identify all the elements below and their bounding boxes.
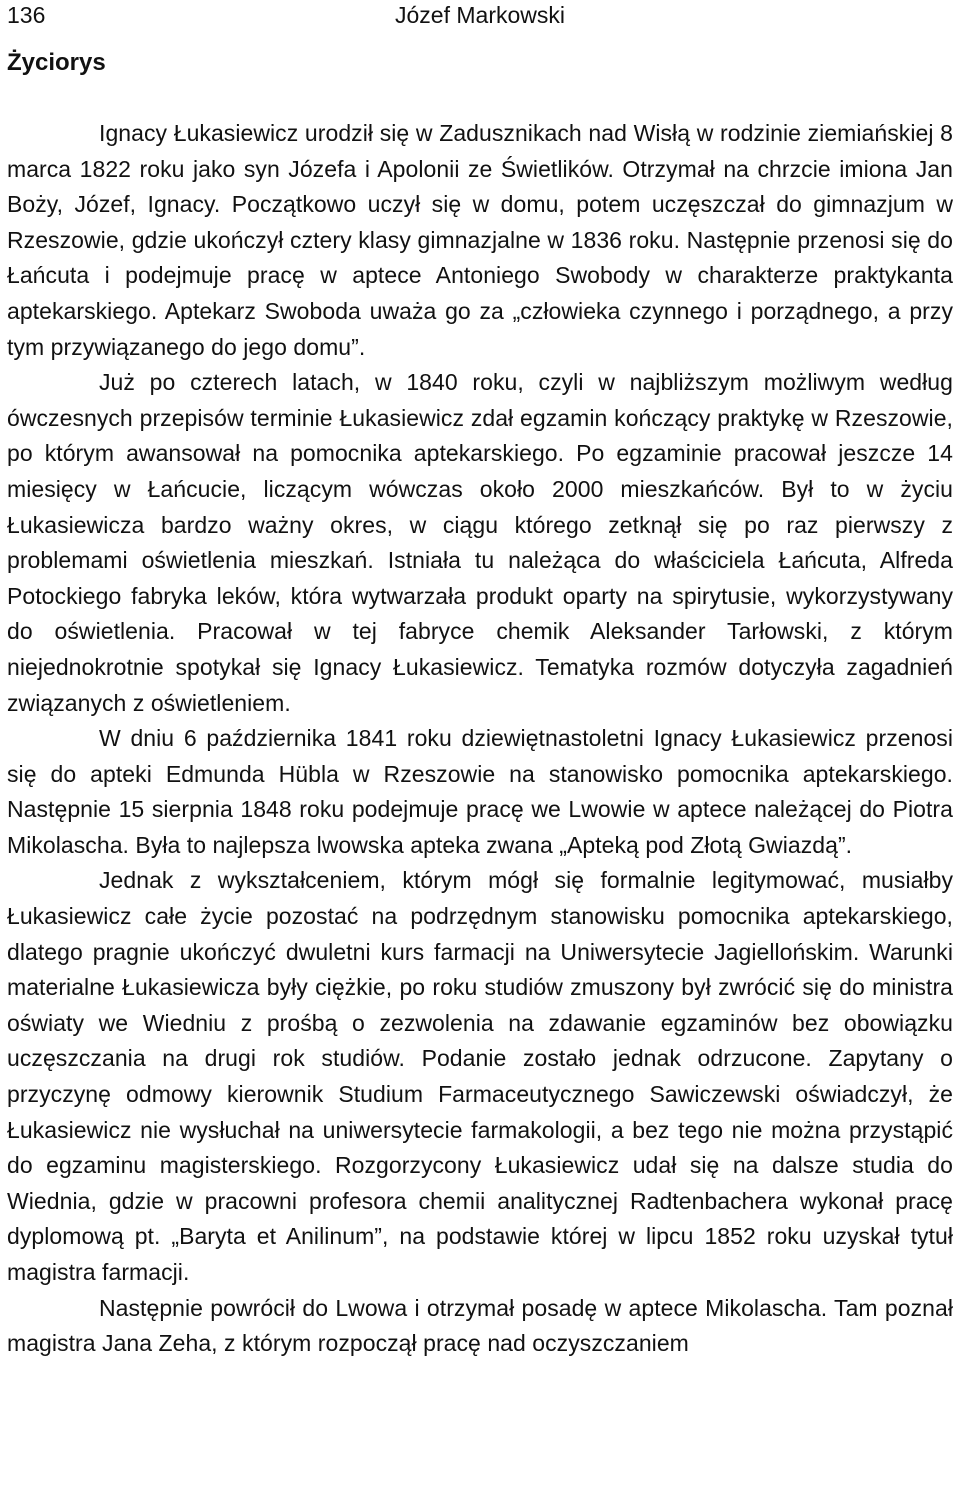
paragraph: W dniu 6 października 1841 roku dziewiętnastoletni Ignacy Łukasiewicz przenosi się do apteki Edmunda Hübla w Rzeszowie na stanowisko pomocnika aptekarskiego. Następnie 15 sierpnia 1848 roku podejmuje pracę we Lwowie w aptece należącej do Piotra Mikolascha. Była to najlepsza lwowska apteka zwana „Apteką pod Złotą Gwiazdą”.	[7, 725, 953, 858]
body-text	[7, 116, 953, 1362]
paragraph: Jednak z wykształceniem, którym mógł się formalnie legitymować, musiałby Łukasiewicz całe życie pozostać na podrzędnym stanowisku pomocnika aptekarskiego, dlatego pragnie ukończyć dwuletni kurs farmacji na Uniwersytecie Jagiellońskim. Warunki materialne Łukasiewicza były ciężkie, po roku studiów zmuszony był zwrócić się do ministra oświaty we Wiedniu z prośbą o zezwolenia na zdawanie egzaminów bez obowiązku uczęszczania na drugi rok studiów. Podanie zostało jednak odrzucone. Zapytany o przyczynę odmowy kierownik Studium Farmaceutycznego Sawiczewski oświadczył, że Łukasiewicz nie wysłuchał na uniwersytecie farmakologii, a bez tego nie można przystąpić do egzaminu magisterskiego. Rozgorzycony Łukasiewicz udał się na dalsze studia do Wiednia, gdzie w pracowni profesora chemii analitycznej Radtenbachera wykonał pracę dyplomową pt. „Baryta et Anilinum”, na podstawie której w lipcu 1852 roku uzyskał tytuł magistra farmacji.	[7, 867, 953, 1285]
section-heading: Życiorys	[7, 49, 106, 76]
running-title: Józef Markowski	[395, 2, 565, 28]
page-number: 136	[7, 2, 46, 28]
running-header	[7, 0, 953, 30]
paragraph: Już po czterech latach, w 1840 roku, czyli w najbliższym możliwym według ówczesnych przepisów terminie Łukasiewicz zdał egzamin kończący praktykę w Rzeszowie, po którym awansował na pomocnika aptekarskiego. Po egzaminie pracował jeszcze 14 miesięcy w Łańcucie, liczącym wówczas około 2000 mieszkańców. Był to w życiu Łukasiewicza bardzo ważny okres, w ciągu którego zetknął się po raz pierwszy z problemami oświetlenia mieszkań. Istniała tu należąca do właściciela Łańcuta, Alfreda Potockiego fabryka leków, która wytwarzała produkt oparty na spirytusie, wykorzystywany do oświetlenia. Pracował w tej fabryce chemik Aleksander Tarłowski, z którym niejednokrotnie spotykał się Ignacy Łukasiewicz. Tematyka rozmów dotyczyła zagadnień związanych z oświetleniem.	[7, 369, 953, 716]
paragraph: Następnie powrócił do Lwowa i otrzymał posadę w aptece Mikolascha. Tam poznał magistra Jana Zeha, z którym rozpoczął pracę nad oczyszczaniem	[7, 1294, 953, 1357]
paragraph: Ignacy Łukasiewicz urodził się w Zadusznikach nad Wisłą w rodzinie ziemiańskiej 8 marca 1822 roku jako syn Józefa i Apolonii ze Świetlików. Otrzymał na chrzcie imiona Jan Boży, Józef, Ignacy. Początkowo uczył się w domu, potem uczęszczał do gimnazjum w Rzeszowie, gdzie ukończył cztery klasy gimnazjalne w 1836 roku. Następnie przenosi się do Łańcuta i podejmuje pracę w aptece Antoniego Swobody w charakterze praktykanta aptekarskiego. Aptekarz Swoboda uważa go za „człowieka czynnego i porządnego, a przy tym przywiązanego do jego domu”.	[7, 120, 953, 360]
